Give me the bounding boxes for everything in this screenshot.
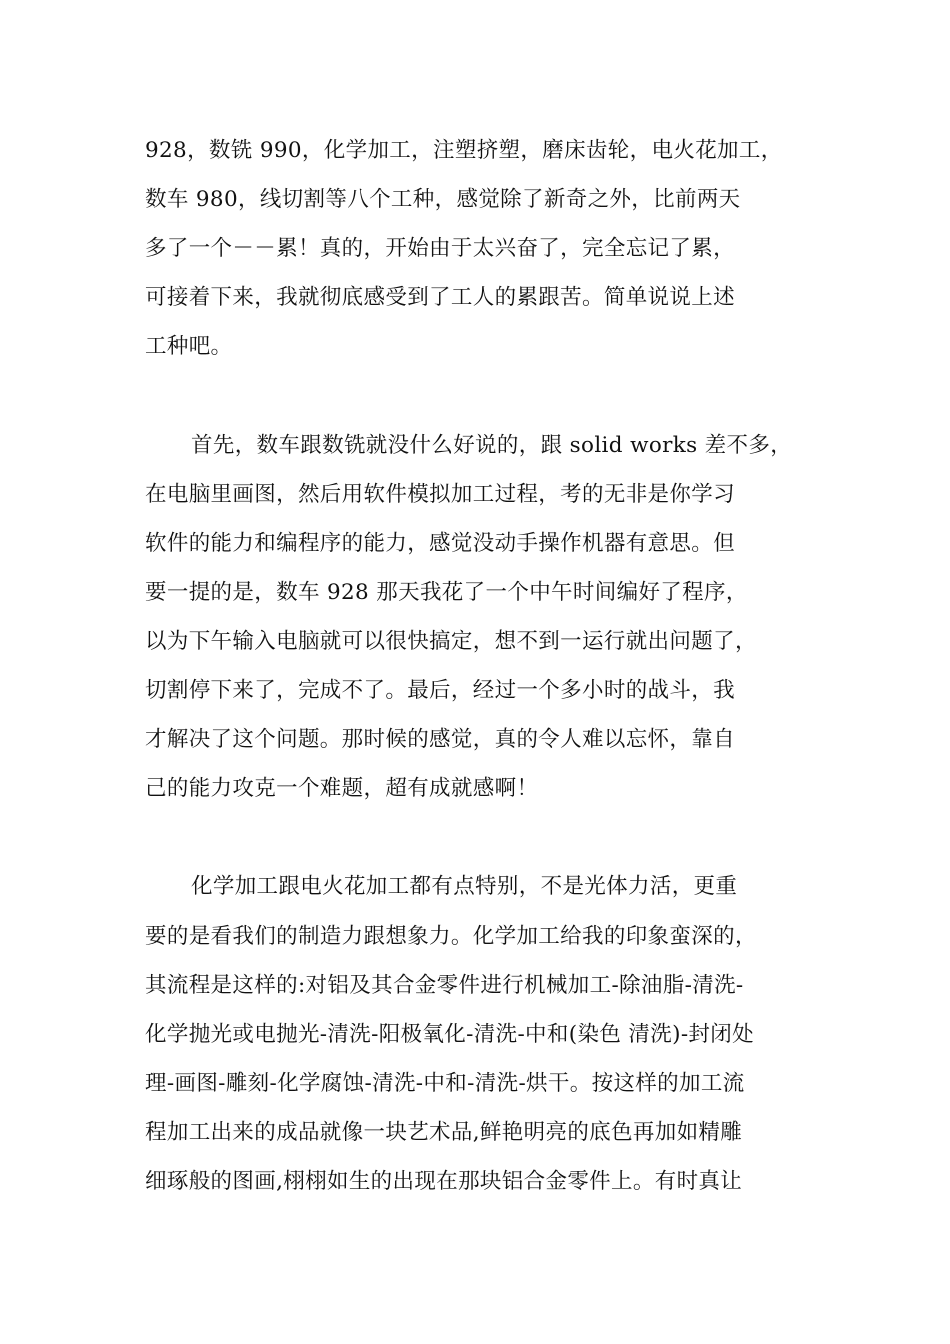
text-line: 其流程是这样的:对铝及其合金零件进行机械加工-除油脂-清洗- [145, 972, 744, 998]
text-line: 切割停下来了，完成不了。最后，经过一个多小时的战斗，我 [145, 678, 735, 704]
paragraph [145, 421, 835, 814]
text-line: 928，数铣 990，化学加工，注塑挤塑，磨床齿轮，电火花加工， [145, 138, 783, 163]
text-line: 多了一个－－累！真的，开始由于太兴奋了，完全忘记了累， [145, 236, 735, 262]
body-text [145, 126, 835, 1206]
text-line: 要的是看我们的制造力跟想象力。化学加工给我的印象蛮深的， [145, 923, 757, 949]
text-line: 以为下午输入电脑就可以很快搞定，想不到一运行就出问题了， [145, 628, 757, 654]
paragraph [145, 862, 835, 1206]
text-line: 要一提的是，数车 928 那天我花了一个中午时间编好了程序， [145, 579, 748, 605]
text-line: 才解决了这个问题。那时候的感觉，真的令人难以忘怀，靠自 [145, 727, 735, 753]
paragraph-spacer [145, 371, 835, 420]
text-line: 化学抛光或电抛光-清洗-阳极氧化-清洗-中和(染色 清洗)-封闭处 [145, 1021, 754, 1047]
text-line: 程加工出来的成品就像一块艺术品,鲜艳明亮的底色再加如精雕 [145, 1119, 743, 1145]
text-line: 可接着下来，我就彻底感受到了工人的累跟苦。简单说说上述 [145, 285, 735, 311]
text-line: 己的能力攻克一个难题，超有成就感啊！ [145, 776, 539, 802]
text-line: 细琢般的图画,栩栩如生的出现在那块铝合金零件上。有时真让 [145, 1168, 743, 1194]
text-line: 在电脑里画图，然后用软件模拟加工过程，考的无非是你学习 [145, 481, 735, 507]
text-line: 软件的能力和编程序的能力，感觉没动手操作机器有意思。但 [145, 530, 735, 556]
text-line: 工种吧。 [145, 334, 233, 360]
text-line: 理-画图-雕刻-化学腐蚀-清洗-中和-清洗-烘干。按这样的加工流 [145, 1070, 745, 1096]
paragraph [145, 126, 835, 371]
text-line: 首先，数车跟数铣就没什么好说的，跟 solid works 差不多， [191, 432, 793, 458]
text-line: 数车 980，线切割等八个工种，感觉除了新奇之外，比前两天 [145, 187, 741, 213]
paragraph-spacer [145, 813, 835, 862]
text-line: 化学加工跟电火花加工都有点特别，不是光体力活，更重 [191, 874, 738, 900]
